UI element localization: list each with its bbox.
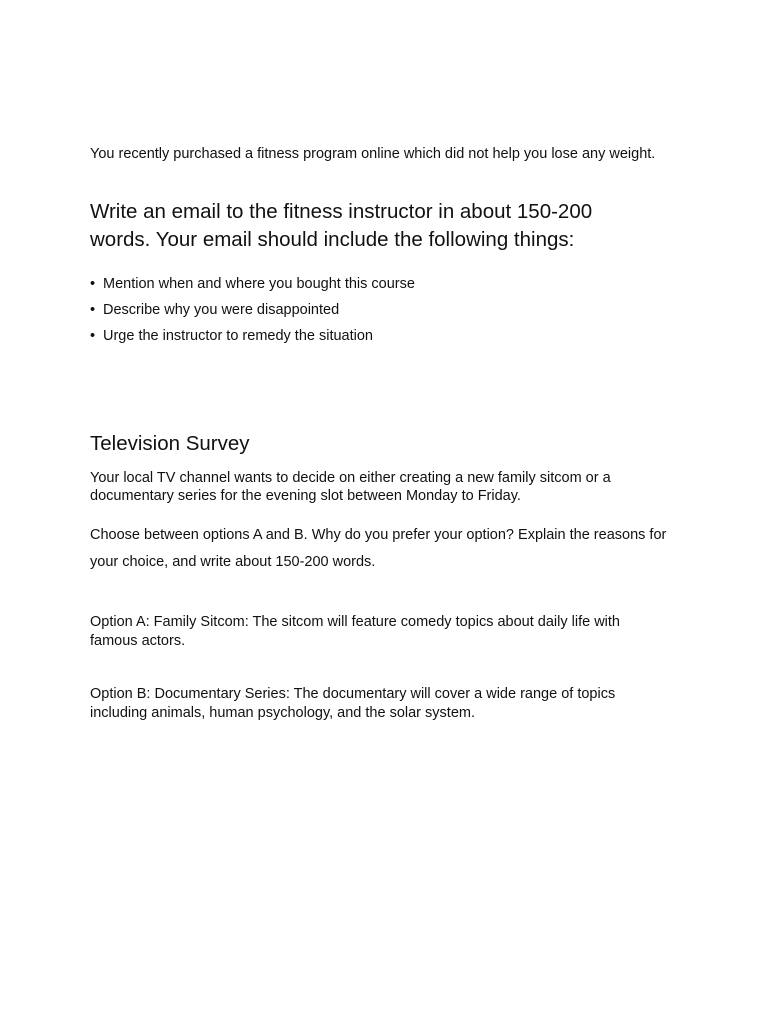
survey-title: Television Survey (90, 432, 250, 455)
bullet-item (90, 301, 690, 327)
bullet-text: Urge the instructor to remedy the situation (103, 328, 373, 344)
bullet-text: Mention when and where you bought this course (103, 276, 415, 292)
survey-instruction: Choose between options A and B. Why do you prefer your option? Explain the reasons for your choice, and write about 150-200 words. (90, 527, 667, 570)
bullet-text: Describe why you were disappointed (103, 302, 340, 318)
bullet-item (90, 275, 690, 301)
email-task-intro: You recently purchased a fitness program online which did not help you lose any weight. (90, 146, 656, 162)
email-task-bullet-list (90, 275, 690, 353)
email-task-heading: Write an email to the fitness instructor in about 150-200 words. Your email should include the following things: (90, 200, 593, 251)
bullet-glyph: • (90, 328, 96, 344)
option-b-text: Option B: Documentary Series: The documentary will cover a wide range of topics including animals, human psychology, and the solar system. (90, 686, 616, 721)
bullet-item (90, 327, 690, 353)
bullet-glyph: • (90, 302, 96, 318)
survey-intro: Your local TV channel wants to decide on either creating a new family sitcom or a documentary series for the evening slot between Monday to Friday. (90, 470, 611, 504)
bullet-glyph: • (90, 276, 96, 292)
option-a-text: Option A: Family Sitcom: The sitcom will feature comedy topics about daily life with famous actors. (90, 614, 621, 649)
